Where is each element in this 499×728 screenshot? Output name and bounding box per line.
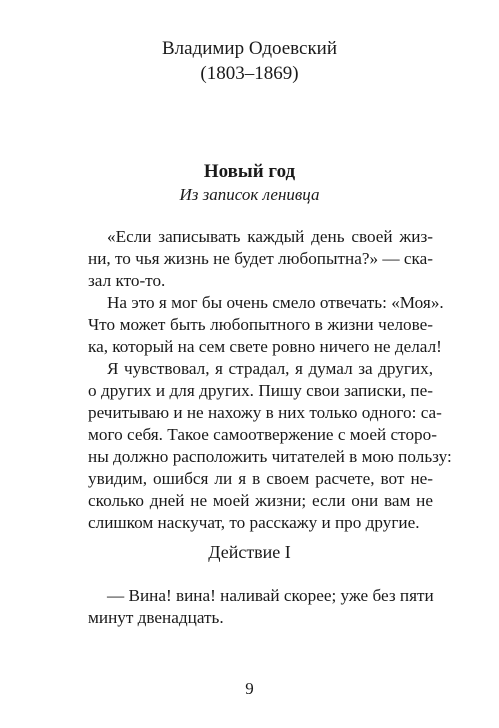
story-subtitle: Из записок ленивца — [179, 185, 320, 204]
text-line: мого себя. Такое самоотвержение с моей сторо- — [88, 425, 437, 444]
text-line: — Вина! вина! наливай скорее; уже без пяти — [107, 586, 434, 605]
act-heading: Действие I — [208, 542, 291, 562]
text-line: «Если записывать каждый день своей жиз- — [107, 227, 433, 246]
page-number: 9 — [245, 679, 254, 698]
author-name: Владимир Одоевский — [161, 38, 338, 59]
text-line: ни, то чья жизнь не будет любопытна?» — ска- — [88, 249, 433, 268]
text-line: Что может быть любопытного в жизни челове- — [88, 315, 433, 334]
text-line: Я чувствовал, я страдал, я думал за других, — [107, 359, 433, 378]
text-line: сколько дней не моей жизни; если они вам не — [88, 491, 433, 510]
story-title: Новый год — [203, 161, 296, 182]
text-line: ка, который на сем свете ровно ничего не делал! — [88, 337, 442, 356]
text-line: ны должно расположить читателей в мою пользу: — [88, 447, 452, 466]
text-line: слишком наскучат, то расскажу и про другие. — [88, 513, 420, 532]
author-block — [0, 36, 499, 86]
text-line: о других и для других. Пишу свои записки, пе- — [88, 381, 433, 400]
text-line: речитываю и не нахожу в них только одного: са- — [88, 403, 442, 422]
text-line: На это я мог бы очень смело отвечать: «Моя». — [107, 293, 444, 312]
author-years: (1803–1869) — [200, 63, 299, 84]
text-line: увидим, ошибся ли я в своем расчете, вот не- — [88, 469, 433, 488]
text-line: минут двенадцать. — [88, 608, 224, 627]
text-line: зал кто-то. — [88, 271, 166, 290]
